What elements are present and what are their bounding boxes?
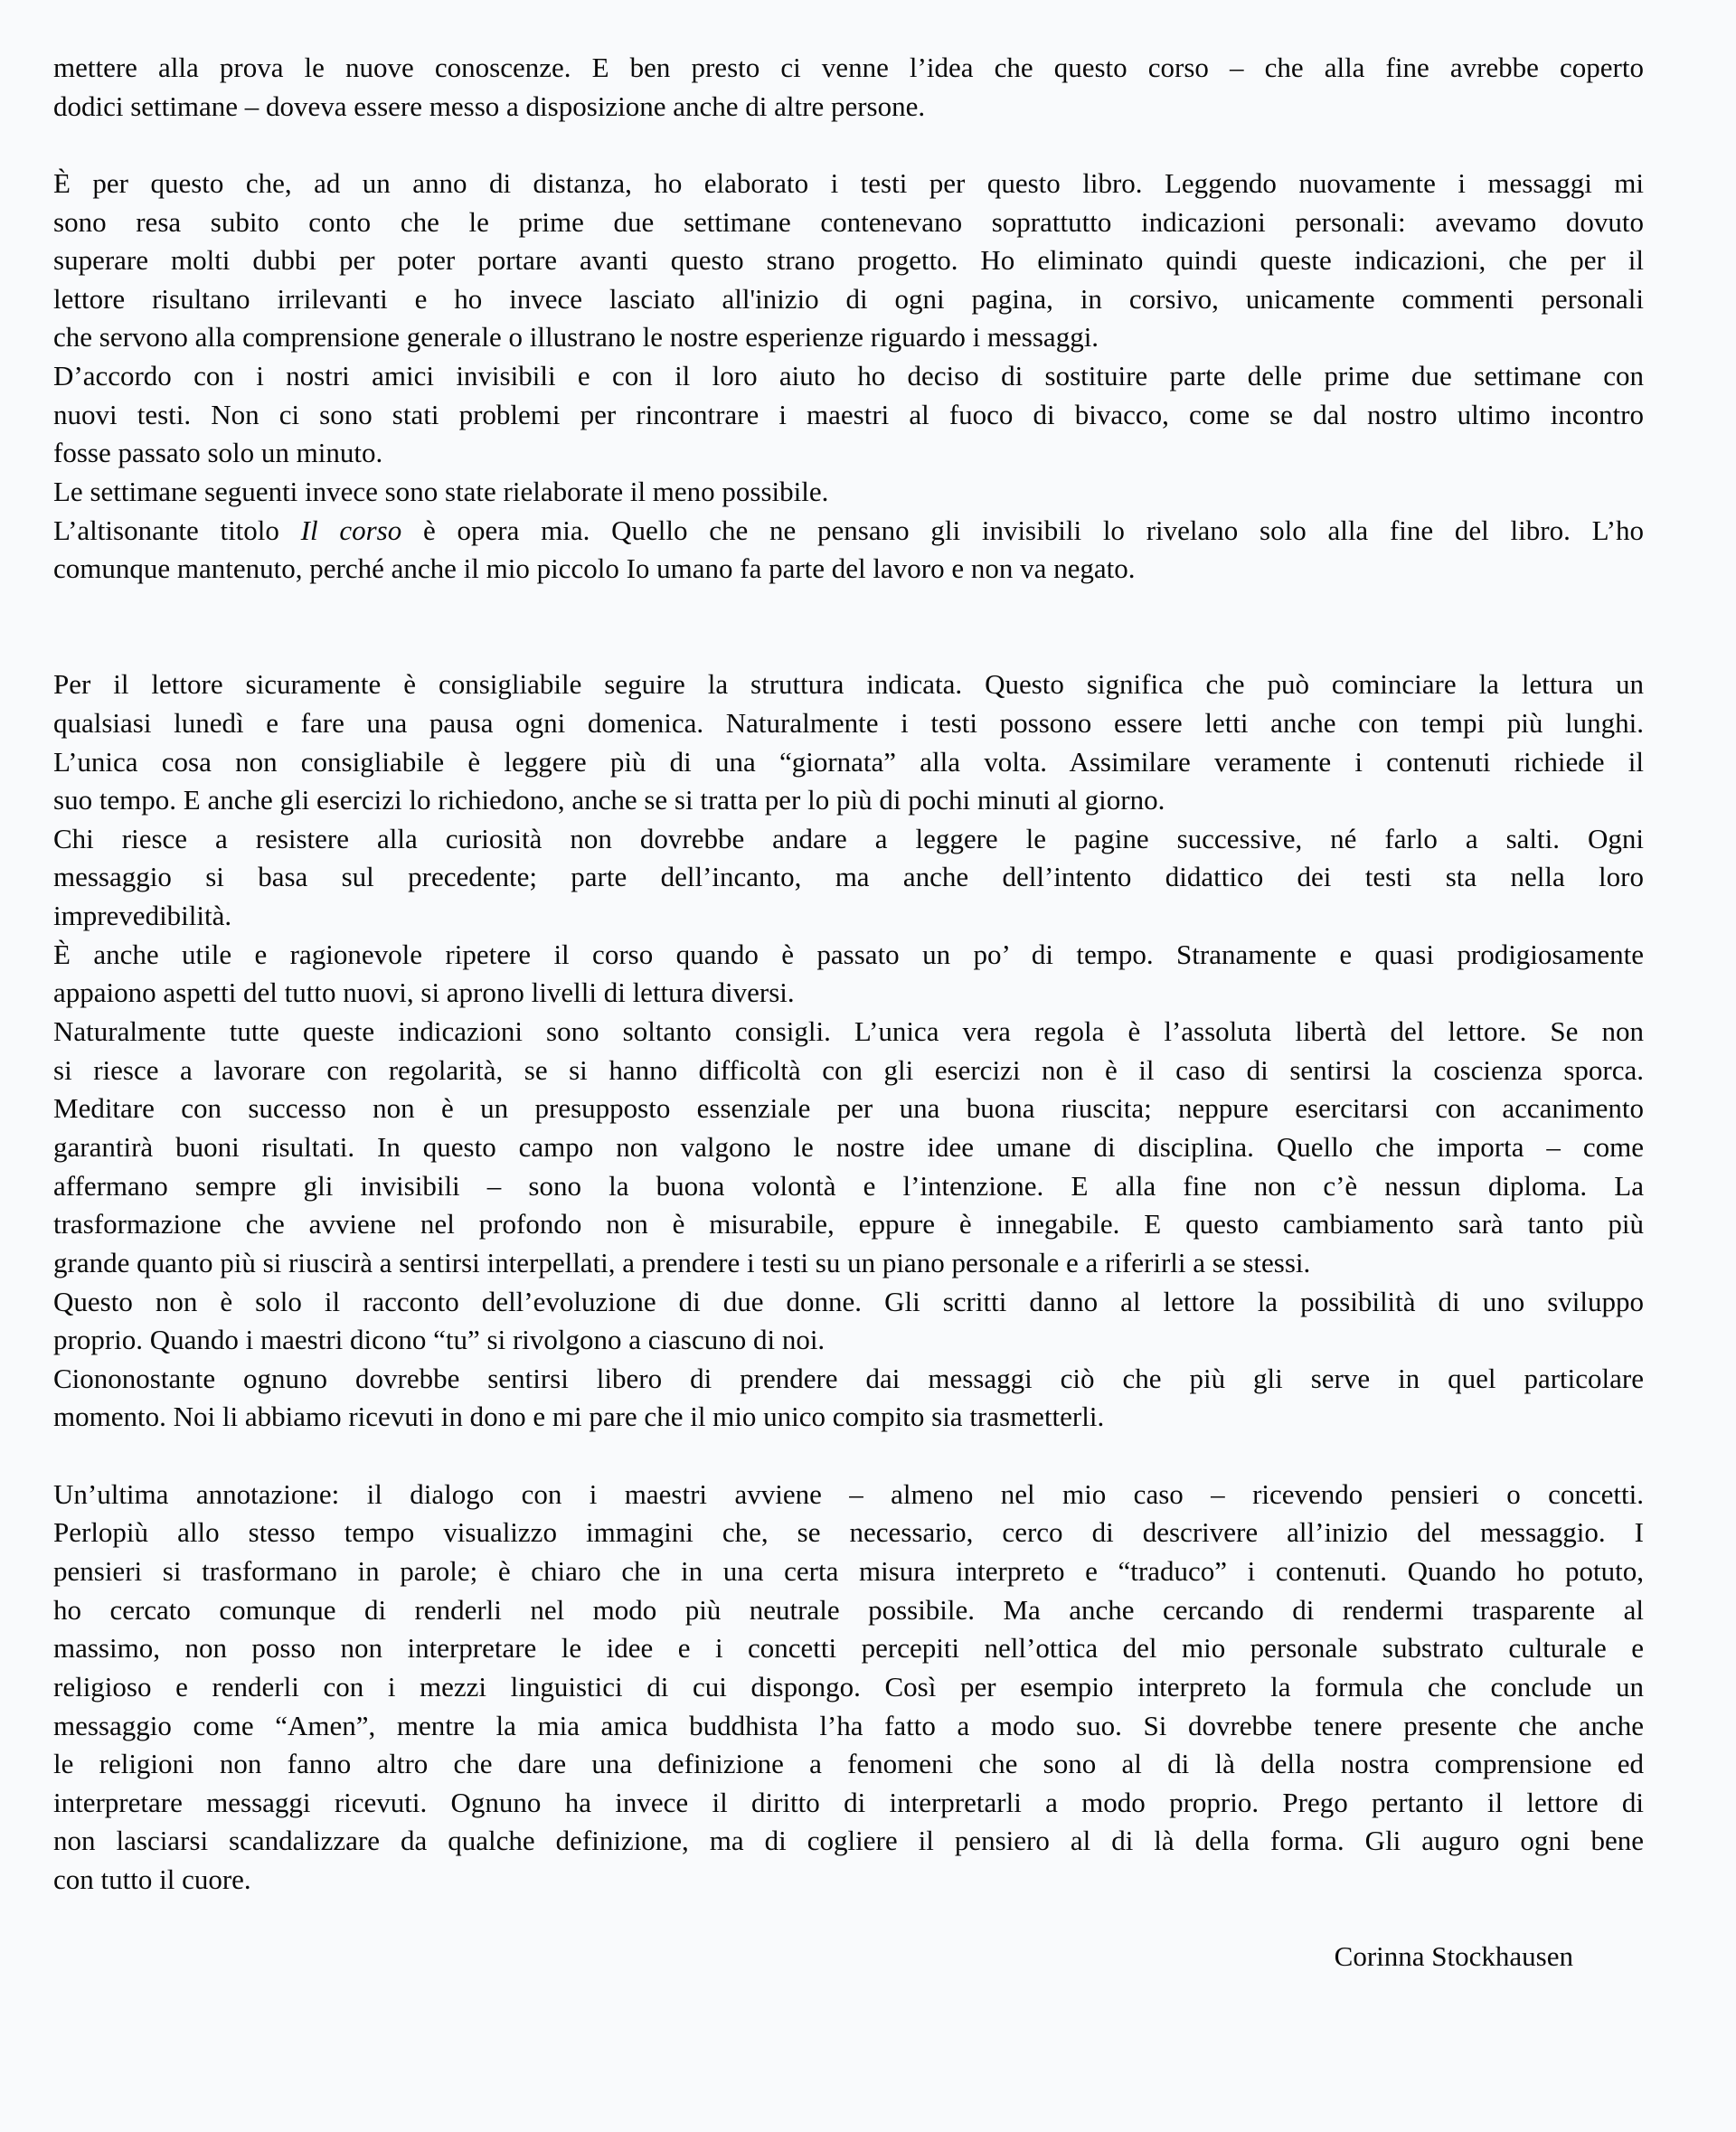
text-line: qualsiasi lunedì e fare una pausa ogni domenica. Naturalmente i testi possono essere letti anche con tempi più lunghi. xyxy=(53,706,1644,739)
paragraph xyxy=(53,49,1644,126)
paragraph xyxy=(53,820,1644,936)
text-line: pensieri si trasformano in parole; è chiaro che in una certa misura interpreto e “traduco” i contenuti. Quando ho potuto, xyxy=(53,1554,1644,1587)
text-line: È per questo che, ad un anno di distanza, ho elaborato i testi per questo libro. Leggendo nuovamente i messaggi mi xyxy=(53,166,1644,199)
document-page xyxy=(53,49,1644,1976)
author-signature: Corinna Stockhausen xyxy=(1334,1940,1573,1973)
text-line: garantirà buoni risultati. In questo campo non valgono le nostre idee umane di disciplina. Quello che importa – come xyxy=(53,1130,1644,1163)
text-line: proprio. Quando i maestri dicono “tu” si rivolgono a ciascuno di noi. xyxy=(53,1324,826,1356)
paragraph-spacer xyxy=(53,1437,1644,1476)
paragraph xyxy=(53,473,1644,512)
text-line: Perlopiù allo stesso tempo visualizzo immagini che, se necessario, cerco di descrivere all’inizio del messaggio. I xyxy=(53,1516,1644,1549)
text-line: che servono alla comprensione generale o illustrano le nostre esperienze riguardo i messaggi. xyxy=(53,321,1099,354)
text-line: ho cercato comunque di renderli nel modo più neutrale possibile. Ma anche cercando di rendermi trasparente al xyxy=(53,1593,1644,1626)
text-line: nuovi testi. Non ci sono stati problemi per rincontrare i maestri al fuoco di bivacco, come se dal nostro ultimo incontro xyxy=(53,398,1644,430)
text-line: È anche utile e ragionevole ripetere il corso quando è passato un po’ di tempo. Stranamente e quasi prodigiosamente xyxy=(53,938,1644,970)
paragraph xyxy=(53,1283,1644,1360)
paragraph-spacer xyxy=(53,589,1644,627)
text-line: Per il lettore sicuramente è consigliabile seguire la struttura indicata. Questo significa che può cominciare la lettura un xyxy=(53,668,1644,701)
text-line: grande quanto più si riuscirà a sentirsi interpellati, a prendere i testi su un piano personale e a riferirli a se stessi. xyxy=(53,1246,1311,1278)
paragraph xyxy=(53,936,1644,1013)
text-run: è opera mia. Quello che ne pensano gli invisibili lo rivelano solo alla fine del libro. L’ho xyxy=(401,514,1644,546)
paragraph xyxy=(53,1360,1644,1437)
paragraph-spacer xyxy=(53,126,1644,165)
text-line: momento. Noi li abbiamo ricevuti in dono e mi pare che il mio unico compito sia trasmetterli. xyxy=(53,1401,1105,1433)
paragraph xyxy=(53,1476,1644,1900)
text-line: lettore risultano irrilevanti e ho invece lasciato all'inizio di ogni pagina, in corsivo, unicamente commenti personali xyxy=(53,282,1644,315)
text-line: Questo non è solo il racconto dell’evoluzione di due donne. Gli scritti danno al lettore la possibilità di uno sviluppo xyxy=(53,1285,1644,1317)
text-line: fosse passato solo un minuto. xyxy=(53,437,383,469)
text-line: suo tempo. E anche gli esercizi lo richiedono, anche se si tratta per lo più di pochi minuti al giorno. xyxy=(53,784,1165,816)
text-line: con tutto il cuore. xyxy=(53,1863,251,1896)
text-line: comunque mantenuto, perché anche il mio piccolo Io umano fa parte del lavoro e non va negato. xyxy=(53,552,1136,585)
book-title-italic: Il corso xyxy=(300,514,402,546)
text-run: L’altisonante titolo xyxy=(53,514,301,546)
text-line xyxy=(53,512,1644,551)
text-line: religioso e renderli con i mezzi linguistici di cui dispongo. Così per esempio interpreto la formula che conclude un xyxy=(53,1670,1644,1703)
paragraph-spacer xyxy=(53,1900,1644,1939)
text-line: superare molti dubbi per poter portare avanti questo strano progetto. Ho eliminato quindi queste indicazioni, che per il xyxy=(53,244,1644,277)
text-line: massimo, non posso non interpretare le idee e i concetti percepiti nell’ottica del mio personale substrato culturale e xyxy=(53,1632,1644,1665)
text-line: affermano sempre gli invisibili – sono la buona volontà e l’intenzione. E alla fine non c’è nessun diploma. La xyxy=(53,1169,1644,1202)
paragraph-spacer xyxy=(53,627,1644,666)
text-line: interpretare messaggi ricevuti. Ognuno ha invece il diritto di interpretarli a modo proprio. Prego pertanto il lettore di xyxy=(53,1786,1644,1818)
text-line: Meditare con successo non è un presupposto essenziale per una buona riuscita; neppure esercitarsi con accanimento xyxy=(53,1092,1644,1125)
text-line: appaiono aspetti del tutto nuovi, si aprono livelli di lettura diversi. xyxy=(53,976,795,1009)
text-line: Ciononostante ognuno dovrebbe sentirsi libero di prendere dai messaggi ciò che più gli serve in quel particolare xyxy=(53,1362,1644,1394)
text-line: Chi riesce a resistere alla curiosità non dovrebbe andare a leggere le pagine successive, né farlo a salti. Ogni xyxy=(53,822,1644,854)
text-line: trasformazione che avviene nel profondo non è misurabile, eppure è innegabile. E questo cambiamento sarà tanto più xyxy=(53,1208,1644,1241)
text-line: mettere alla prova le nuove conoscenze. E ben presto ci venne l’idea che questo corso – che alla fine avrebbe coperto xyxy=(53,52,1644,83)
text-line: L’unica cosa non consigliabile è leggere più di una “giornata” alla volta. Assimilare veramente i contenuti richiede il xyxy=(53,745,1644,778)
paragraph xyxy=(53,165,1644,357)
text-line: imprevedibilità. xyxy=(53,900,232,932)
text-line: Un’ultima annotazione: il dialogo con i maestri avviene – almeno nel mio caso – ricevendo pensieri o concetti. xyxy=(53,1477,1644,1510)
text-line: si riesce a lavorare con regolarità, se si hanno difficoltà con gli esercizi non è il caso di sentirsi la coscienza sporca. xyxy=(53,1053,1644,1086)
text-line: le religioni non fanno altro che dare una definizione a fenomeni che sono al di là della nostra comprensione ed xyxy=(53,1748,1644,1780)
text-line: Le settimane seguenti invece sono state rielaborate il meno possibile. xyxy=(53,476,829,508)
paragraph xyxy=(53,357,1644,473)
paragraph xyxy=(53,512,1644,589)
text-line: sono resa subito conto che le prime due settimane contenevano soprattutto indicazioni personali: avevamo dovuto xyxy=(53,205,1644,238)
paragraph xyxy=(53,1013,1644,1282)
text-line: messaggio come “Amen”, mentre la mia amica buddhista l’ha fatto a modo suo. Si dovrebbe tenere presente che anche xyxy=(53,1709,1644,1741)
text-line: messaggio si basa sul precedente; parte dell’incanto, ma anche dell’intento didattico dei testi sta nella loro xyxy=(53,861,1644,893)
paragraph xyxy=(53,665,1644,820)
text-line: Naturalmente tutte queste indicazioni sono soltanto consigli. L’unica vera regola è l’assoluta libertà del lettore. Se non xyxy=(53,1015,1644,1048)
text-line: dodici settimane – doveva essere messo a disposizione anche di altre persone. xyxy=(53,90,926,122)
text-line: non lasciarsi scandalizzare da qualche definizione, ma di cogliere il pensiero al di là della forma. Gli auguro ogni bene xyxy=(53,1825,1644,1857)
text-line: D’accordo con i nostri amici invisibili e con il loro aiuto ho deciso di sostituire parte delle prime due settimane con xyxy=(53,360,1644,392)
